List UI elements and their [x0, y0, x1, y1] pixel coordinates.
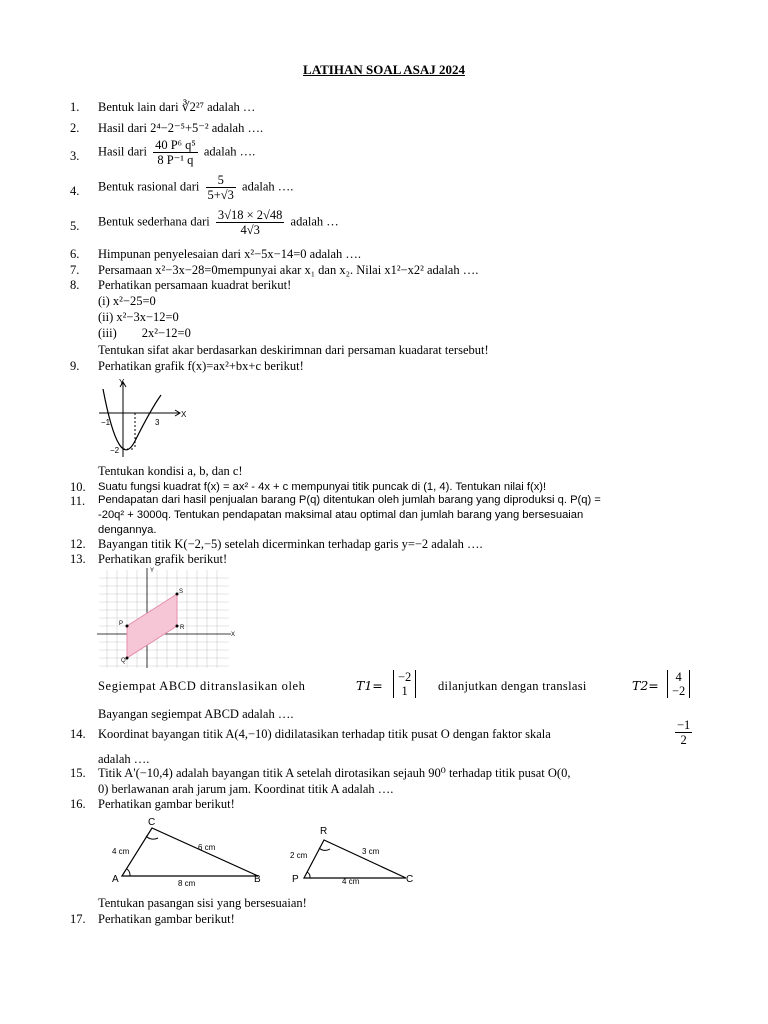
triangle-prc [286, 820, 418, 886]
x-label: X [231, 632, 236, 638]
math-expression: 2⁴−2⁻⁵+5⁻² [150, 121, 209, 135]
translation-matrix-1: −2 1 [393, 670, 416, 698]
question-12 [70, 536, 700, 552]
y-label: Y [150, 568, 155, 574]
question-text: Perhatikan gambar berikut! [98, 797, 235, 811]
question-text: Hasil dari [98, 144, 151, 159]
question-7 [70, 262, 700, 278]
vertex-c-label: C [148, 817, 156, 828]
side-pr-length: 2 cm [290, 851, 308, 860]
question-number: 12. [70, 537, 86, 551]
question-text-line: -20q² + 3000q. Tentukan pendapatan maksimal atau optimal dan jumlah barang yang bersesuaian [98, 509, 584, 521]
question-text: adalah … [287, 214, 339, 229]
fraction: $\frac{\text{40 P⁶ q⁵}}{\text{8 P⁻¹ q}}$ [155, 138, 196, 167]
question-number: 15. [70, 766, 86, 780]
question-text: adalah …. [98, 752, 150, 766]
math-expression: ∛2²⁷ [181, 100, 204, 114]
vertex-a-label: A [112, 874, 119, 885]
question-text: Segiempat ABCD ditranslasikan oleh [98, 679, 306, 693]
y-tick-min: −2 [110, 446, 120, 455]
quadrilateral-pqrs [127, 594, 177, 658]
question-text-line: 0) berlawanan arah jarum jam. Koordinat titik A adalah …. [98, 782, 394, 796]
question-text: Bentuk sederhana dari [98, 214, 213, 229]
side-ac-length: 4 cm [112, 847, 130, 856]
question-number: 5. [70, 219, 80, 233]
vertex-s-label: S [179, 589, 184, 595]
triangle-abc [108, 814, 268, 888]
parabola-graph [95, 377, 190, 459]
question-number: 7. [70, 263, 80, 277]
question-instruction: Tentukan kondisi a, b, dan c! [98, 464, 243, 478]
question-number: 4. [70, 184, 80, 198]
question-instruction: Tentukan pasangan sisi yang bersesuaian! [98, 896, 307, 910]
question-2 [70, 120, 700, 138]
page-title: LATIHAN SOAL ASAJ 2024 [303, 62, 465, 77]
question-text: Koordinat bayangan titik A(4,−10) didilatasikan terhadap titik pusat O dengan faktor skala [98, 727, 551, 741]
question-text: Himpunan penyelesaian dari x²−5x−14=0 adalah …. [98, 247, 362, 261]
question-9 [70, 358, 700, 374]
fraction: $\frac{5}{5+√3}$ [207, 173, 234, 202]
question-number: 17. [70, 912, 86, 926]
question-text: Persamaan x²−3x−28=0mempunyai akar x₁ dan x₂. Nilai x1²−x2² adalah …. [98, 263, 479, 277]
x-tick-left: −1 [101, 418, 111, 427]
question-6 [70, 246, 700, 262]
question-5 [70, 208, 700, 244]
triangle-prc-shape [304, 840, 406, 878]
translation-matrix-2: 4 −2 [667, 670, 690, 698]
question-text-line: Titik A'(−10,4) adalah bayangan titik A setelah dirotasikan sejauh 90⁰ terhadap titik pusat O(0, [98, 766, 571, 780]
question-text: Suatu fungsi kuadrat f(x) = ax² - 4x + c mempunyai titik puncak di (1, 4). Tentukan nilai f(x)! [98, 481, 547, 493]
equation-i: (i) x²−25=0 [98, 294, 156, 308]
question-text: adalah …. [208, 121, 264, 135]
vertex-p-label: P [119, 621, 124, 627]
question-text-line: dengannya. [98, 524, 157, 536]
question-number: 3. [70, 149, 80, 163]
y-label: Y [119, 378, 125, 387]
question-13-translation [98, 670, 698, 704]
question-text: adalah … [204, 100, 256, 114]
matrix-label: T1= [356, 678, 383, 693]
question-number: 16. [70, 797, 86, 811]
question-3 [70, 138, 700, 174]
question-number: 9. [70, 359, 80, 373]
question-number: 8. [70, 278, 80, 292]
question-17 [70, 911, 700, 927]
question-4 [70, 173, 700, 209]
x-label: X [181, 410, 187, 419]
equation-ii: (ii) x²−3x−12=0 [98, 310, 179, 324]
question-text: Perhatikan persamaan kuadrat berikut! [98, 278, 292, 292]
question-text: Hasil dari [98, 121, 151, 135]
quadrilateral-graph [95, 566, 237, 670]
question-number: 13. [70, 552, 86, 566]
question-text: adalah …. [200, 144, 256, 159]
question-number: 14. [70, 727, 86, 741]
question-13 [70, 551, 700, 567]
angle-r-mark [319, 848, 330, 850]
side-rc-length: 3 cm [362, 847, 380, 856]
question-text: Bentuk lain dari [98, 100, 182, 114]
question-16 [70, 796, 700, 812]
vertex-c-label: C [406, 874, 414, 885]
question-number: 11. [70, 494, 86, 508]
question-number: 10. [70, 480, 86, 494]
angle-p-mark [307, 872, 310, 878]
angle-c-mark [146, 836, 158, 839]
parabola-curve [103, 389, 161, 450]
vertex-p-label: P [292, 874, 299, 885]
question-text: adalah …. [238, 179, 294, 194]
vertex-r-label: R [320, 826, 328, 837]
question-number: 2. [70, 121, 80, 135]
matrix-label: T2= [632, 678, 659, 693]
question-11 [70, 493, 700, 541]
angle-a-mark [127, 869, 130, 876]
question-number: 1. [70, 100, 80, 114]
fraction: $\frac{3√18 \times 2√48}{4√3}$ [217, 208, 283, 237]
triangle-abc-shape [122, 828, 258, 876]
side-ab-length: 8 cm [178, 879, 196, 888]
question-text: Bayangan segiempat ABCD adalah …. [98, 707, 294, 721]
question-instruction: Tentukan sifat akar berdasarkan deskirimnan dari persaman kuadarat tersebut! [98, 343, 489, 357]
equation-iii: (iii) 2x²−12=0 [98, 326, 191, 340]
side-pc-length: 4 cm [342, 877, 360, 886]
question-number: 6. [70, 247, 80, 261]
x-tick-right: 3 [155, 418, 160, 427]
question-text: dilanjutkan dengan translasi [438, 679, 587, 693]
question-14 [70, 718, 700, 766]
side-cb-length: 6 cm [198, 843, 216, 852]
question-text: Perhatikan grafik berikut! [98, 552, 228, 566]
question-text: Bentuk rasional dari [98, 179, 203, 194]
question-text-line: Pendapatan dari hasil penjualan barang P(q) ditentukan oleh jumlah barang yang diproduksi q. P(q) = [98, 494, 601, 506]
question-15 [70, 765, 700, 797]
vertex-r-label: R [180, 625, 185, 631]
question-text: Bayangan titik K(−2,−5) setelah dicerminkan terhadap garis y=−2 adalah …. [98, 537, 483, 551]
question-text: Perhatikan gambar berikut! [98, 912, 235, 926]
question-text: Perhatikan grafik f(x)=ax²+bx+c berikut! [98, 359, 304, 373]
fraction: $\frac{-1}{2}$ [677, 718, 691, 747]
question-8 [70, 277, 700, 293]
vertex-b-label: B [254, 874, 261, 885]
vertex-q-label: Q [121, 658, 126, 664]
question-1 [70, 99, 700, 117]
